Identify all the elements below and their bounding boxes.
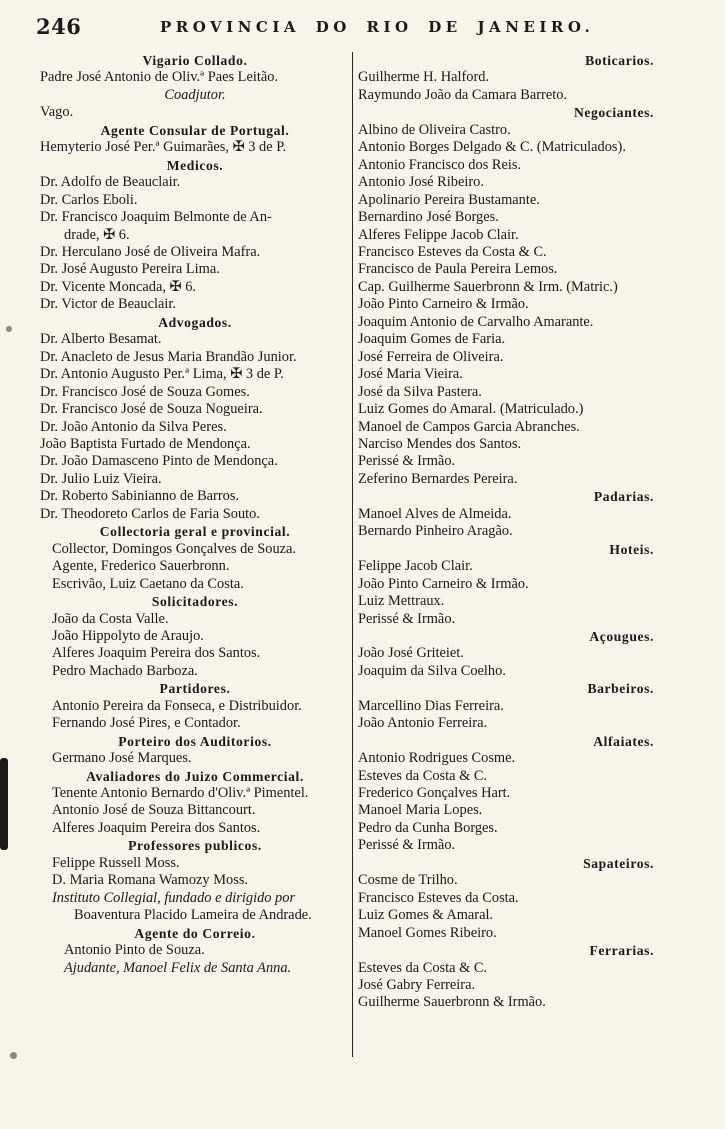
page-header: [0, 14, 725, 48]
directory-entry: Antonio Pinto de Souza.: [64, 942, 205, 959]
directory-entry: Ajudante, Manoel Felix de Santa Anna.: [64, 959, 292, 976]
section-heading: Alfaiates.: [593, 733, 654, 749]
directory-entry: Luiz Gomes & Amaral.: [358, 907, 494, 924]
directory-entry: Cap. Guilherme Sauerbronn & Irm. (Matric.): [358, 278, 618, 295]
directory-entry: João José Griteiet.: [358, 645, 464, 662]
directory-entry: Apolinario Pereira Bustamante.: [358, 191, 540, 208]
directory-entry: Guilherme H. Halford.: [358, 69, 490, 86]
page-number: 246: [36, 14, 82, 39]
directory-entry: Dr. Francisco José de Souza Gomes.: [40, 383, 250, 400]
directory-entry: Antonio Francisco dos Reis.: [358, 156, 522, 173]
directory-entry: Antonio Borges Delgado & C. (Matriculados).: [358, 139, 626, 156]
section-heading: Hoteis.: [609, 541, 654, 557]
section-heading: Collectoria geral e provincial.: [99, 524, 291, 540]
section-heading: Professores publicos.: [128, 838, 262, 854]
directory-entry: Antonio Pereira da Fonseca, e Distribuidor.: [52, 697, 302, 714]
directory-entry: Dr. Roberto Sabinianno de Barros.: [40, 488, 240, 505]
directory-entry: Dr. Victor de Beauclair.: [40, 296, 176, 313]
directory-entry: drade, ✠ 6.: [64, 226, 130, 243]
directory-entry: Esteves da Costa & C.: [358, 959, 488, 976]
left-column: [40, 52, 350, 977]
directory-entry: Albino de Oliveira Castro.: [358, 121, 511, 138]
directory-entry: Manoel Maria Lopes.: [358, 802, 483, 819]
directory-entry: Dr. Francisco José de Souza Nogueira.: [40, 401, 263, 418]
directory-entry: João Baptista Furtado de Mendonça.: [40, 435, 251, 452]
directory-entry: Marcellino Dias Ferreira.: [358, 697, 504, 714]
directory-entry: Bernardino José Borges.: [358, 209, 499, 226]
section-heading: Medicos.: [166, 157, 224, 173]
directory-entry: Manoel Alves de Almeida.: [358, 505, 512, 522]
directory-entry: Antonio José de Souza Bittancourt.: [52, 802, 256, 819]
section-heading: Advogados.: [158, 314, 232, 330]
directory-entry: Alferes Felippe Jacob Clair.: [358, 226, 519, 243]
section-heading: Boticarios.: [585, 53, 654, 68]
directory-entry: Guilherme Sauerbronn & Irmão.: [358, 994, 546, 1011]
directory-entry: Joaquim Antonio de Carvalho Amarante.: [358, 313, 594, 330]
directory-entry: João Hippolyto de Araujo.: [52, 627, 204, 644]
directory-entry: Dr. José Augusto Pereira Lima.: [40, 261, 220, 278]
paper-speck: [6, 326, 12, 332]
directory-entry: Dr. Carlos Eboli.: [40, 191, 138, 208]
directory-entry: Esteves da Costa & C.: [358, 767, 488, 784]
directory-entry: Dr. Antonio Augusto Per.ª Lima, ✠ 3 de P.: [40, 366, 284, 383]
section-heading: Ferrarias.: [589, 943, 654, 959]
directory-entry: Escrivão, Luiz Caetano da Costa.: [52, 575, 244, 592]
right-column: [358, 52, 676, 1012]
directory-entry: Manoel Gomes Ribeiro.: [358, 924, 497, 941]
ink-smudge: [0, 758, 8, 850]
section-heading: Açougues.: [589, 628, 654, 644]
directory-entry: Joaquim da Silva Coelho.: [358, 662, 506, 679]
directory-entry: Cosme de Trilho.: [358, 872, 458, 889]
directory-entry: Coadjutor.: [164, 86, 226, 103]
directory-entry: Dr. Anacleto de Jesus Maria Brandão Junior.: [40, 348, 297, 365]
directory-entry: José Maria Vieira.: [358, 366, 463, 383]
directory-entry: José da Silva Pastera.: [358, 383, 482, 400]
directory-entry: João da Costa Valle.: [52, 610, 169, 627]
section-heading: Agente Consular de Portugal.: [100, 122, 290, 138]
directory-entry: Luiz Gomes do Amaral. (Matriculado.): [358, 401, 584, 418]
directory-entry: Manoel de Campos Garcia Abranches.: [358, 418, 580, 435]
directory-entry: Instituto Collegial, fundado e dirigido por: [52, 889, 296, 906]
directory-entry: Dr. Alberto Besamat.: [40, 331, 162, 348]
directory-entry: Alferes Joaquim Pereira dos Santos.: [52, 819, 261, 836]
column-divider: [352, 52, 353, 1057]
section-heading: Porteiro dos Auditorios.: [118, 733, 272, 749]
directory-entry: Joaquim Gomes de Faria.: [358, 331, 506, 348]
directory-entry: Fernando José Pires, e Contador.: [52, 715, 241, 732]
directory-entry: Dr. João Damasceno Pinto de Mendonça.: [40, 453, 278, 470]
directory-entry: Felippe Russell Moss.: [52, 854, 180, 871]
directory-entry: Pedro Machado Barboza.: [52, 662, 198, 679]
section-heading: Negociantes.: [573, 105, 654, 121]
section-heading: Padarias.: [593, 489, 654, 505]
directory-entry: Felippe Jacob Clair.: [358, 558, 473, 575]
directory-entry: Dr. Vicente Moncada, ✠ 6.: [40, 278, 196, 295]
directory-entry: José Gabry Ferreira.: [358, 977, 476, 994]
section-heading: Avaliadores do Juizo Commercial.: [86, 768, 304, 784]
directory-entry: Pedro da Cunha Borges.: [358, 819, 498, 836]
directory-entry: Perissé & Irmão.: [358, 837, 456, 854]
directory-entry: João Pinto Carneiro & Irmão.: [358, 575, 529, 592]
directory-entry: Zeferino Bernardes Pereira.: [358, 470, 518, 487]
directory-entry: Francisco Esteves da Costa & C.: [358, 243, 547, 260]
directory-entry: Boaventura Placido Lameira de Andrade.: [74, 907, 312, 924]
directory-entry: Dr. João Antonio da Silva Peres.: [40, 418, 227, 435]
directory-entry: Perissé & Irmão.: [358, 453, 456, 470]
directory-entry: Perissé & Irmão.: [358, 610, 456, 627]
section-heading: Sapateiros.: [583, 855, 654, 871]
paper-speck: [10, 1052, 17, 1059]
directory-entry: João Antonio Ferreira.: [358, 715, 488, 732]
directory-entry: Antonio José Ribeiro.: [358, 174, 484, 191]
directory-entry: Francisco Esteves da Costa.: [358, 889, 519, 906]
section-heading: Barbeiros.: [587, 681, 654, 697]
directory-entry: Tenente Antonio Bernardo d'Oliv.ª Pimentel.: [52, 785, 309, 802]
directory-entry: Padre José Antonio de Oliv.ª Paes Leitão.: [40, 69, 279, 86]
directory-entry: Hemyterio José Per.ª Guimarães, ✠ 3 de P.: [40, 139, 287, 156]
directory-entry: Antonio Rodrigues Cosme.: [358, 750, 516, 767]
directory-entry: Raymundo João da Camara Barreto.: [358, 86, 568, 103]
directory-entry: José Ferreira de Oliveira.: [358, 348, 504, 365]
section-heading: Partidores.: [159, 681, 231, 697]
directory-entry: Collector, Domingos Gonçalves de Souza.: [52, 540, 297, 557]
directory-entry: Germano José Marques.: [52, 750, 192, 767]
directory-entry: Agente, Frederico Sauerbronn.: [52, 558, 230, 575]
section-heading: Solicitadores.: [151, 594, 239, 610]
section-heading: Vigario Collado.: [142, 53, 248, 68]
directory-entry: Dr. Francisco Joaquim Belmonte de An-: [40, 209, 272, 226]
directory-entry: Luiz Mettraux.: [358, 593, 445, 610]
directory-entry: Vago.: [40, 104, 74, 121]
directory-entry: D. Maria Romana Wamozy Moss.: [52, 872, 249, 889]
directory-entry: Dr. Herculano José de Oliveira Mafra.: [40, 243, 261, 260]
directory-entry: Bernardo Pinheiro Aragão.: [358, 523, 513, 540]
directory-entry: João Pinto Carneiro & Irmão.: [358, 296, 529, 313]
directory-entry: Dr. Julio Luiz Vieira.: [40, 470, 162, 487]
directory-entry: Dr. Adolfo de Beauclair.: [40, 174, 181, 191]
directory-entry: Dr. Theodoreto Carlos de Faria Souto.: [40, 505, 260, 522]
directory-entry: Alferes Joaquim Pereira dos Santos.: [52, 645, 261, 662]
page-title: PROVINCIA DO RIO DE JANEIRO.: [160, 18, 595, 36]
directory-entry: Frederico Gonçalves Hart.: [358, 785, 511, 802]
section-heading: Agente do Correio.: [134, 925, 256, 941]
directory-entry: Francisco de Paula Pereira Lemos.: [358, 261, 558, 278]
directory-entry: Narciso Mendes dos Santos.: [358, 435, 522, 452]
